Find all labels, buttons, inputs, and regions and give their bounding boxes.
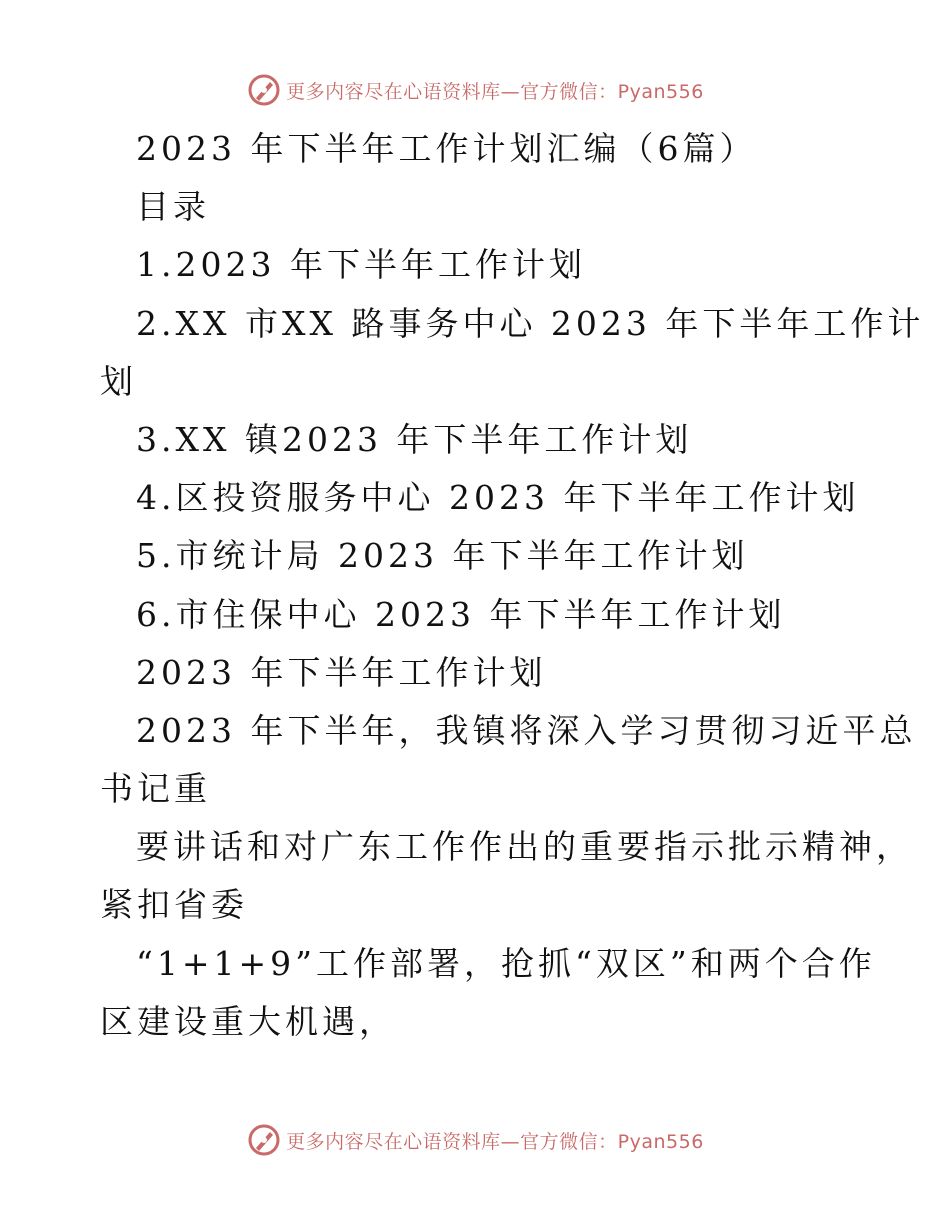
- toc-item-1: 1.2023 年下半年工作计划: [136, 245, 586, 285]
- paragraph-line: 书记重: [100, 769, 211, 809]
- pen-logo-icon: [246, 72, 282, 108]
- toc-heading: 目录: [136, 187, 210, 227]
- toc-item-3: 3.XX 镇2023 年下半年工作计划: [136, 419, 693, 459]
- header-watermark: [0, 70, 950, 110]
- watermark-text: 更多内容尽在心语资料库—官方微信：Pyan556: [286, 1130, 704, 1153]
- paragraph-line: 区建设重大机遇，: [100, 1001, 396, 1041]
- section-heading: 2023 年下半年工作计划: [136, 652, 547, 692]
- watermark-text: 更多内容尽在心语资料库—官方微信：Pyan556: [286, 80, 704, 103]
- paragraph-line: “1+1+9”工作部署，抢抓“双区”和两个合作: [136, 943, 876, 983]
- toc-item-6: 6.市住保中心 2023 年下半年工作计划: [136, 594, 786, 634]
- paragraph-line: 要讲话和对广东工作作出的重要指示批示精神，: [136, 827, 913, 867]
- paragraph-line: 2023 年下半年，我镇将深入学习贯彻习近平总: [136, 710, 917, 750]
- paragraph-line: 紧扣省委: [100, 885, 248, 925]
- toc-item-5: 5.市统计局 2023 年下半年工作计划: [136, 536, 749, 576]
- pen-logo-icon: [246, 1122, 282, 1158]
- toc-item-4: 4.区投资服务中心 2023 年下半年工作计划: [136, 478, 860, 518]
- toc-item-2: 2.XX 市XX 路事务中心 2023 年下半年工作计: [136, 303, 925, 343]
- document-body: [100, 120, 925, 1051]
- doc-title: 2023 年下半年工作计划汇编（6篇）: [136, 129, 757, 168]
- footer-watermark: [0, 1120, 950, 1160]
- toc-item-2-continued: 划: [100, 361, 137, 401]
